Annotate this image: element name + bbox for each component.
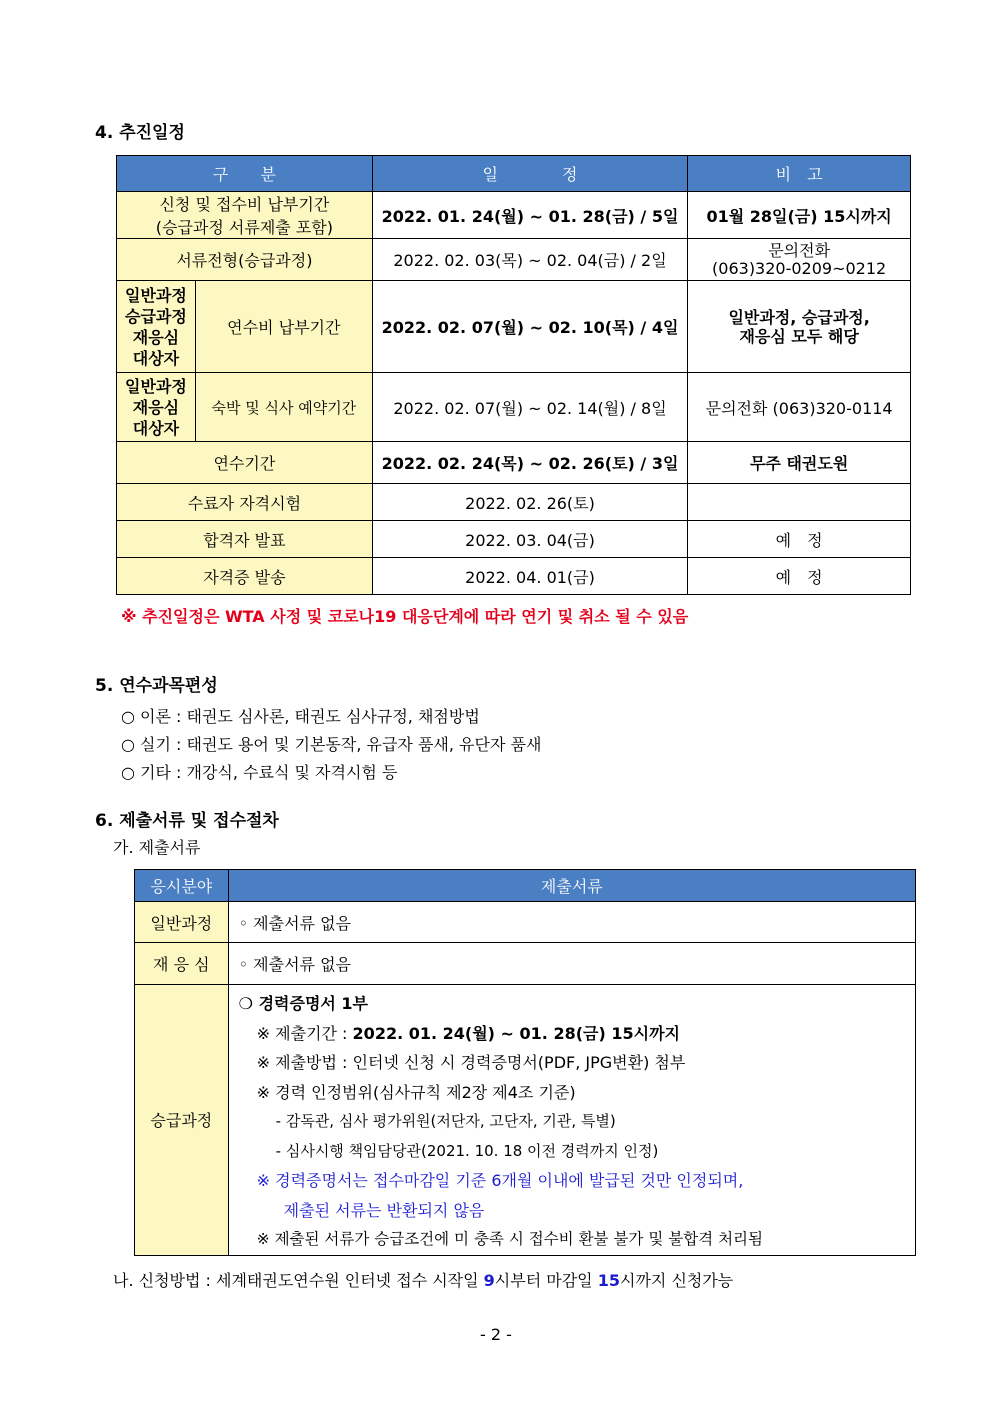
- row-application-label: 신청 및 접수비 납부기간 (승급과정 서류제출 포함): [117, 192, 373, 239]
- row-screening-date: 2022. 02. 03(목) ~ 02. 04(금) / 2일: [372, 239, 687, 281]
- section5-title: 5. 연수과목편성: [95, 676, 218, 696]
- header-schedule: 일 정: [372, 156, 687, 192]
- row-fee-label: 연수비 납부기간: [195, 281, 372, 373]
- row-training-label: 연수기간: [117, 442, 373, 484]
- row-lodging-date: 2022. 02. 07(월) ~ 02. 14(월) / 8일: [372, 373, 687, 442]
- page-number: - 2 -: [480, 1325, 512, 1344]
- section4-title: 4. 추진일정: [95, 123, 185, 143]
- row-screening-note: 문의전화 (063)320-0209~0212: [688, 239, 911, 281]
- subject-item-theory: ○ 이론 : 태권도 심사론, 태권도 심사규정, 채점방법: [121, 707, 480, 726]
- subject-item-other: ○ 기타 : 개강식, 수료식 및 자격시험 등: [121, 763, 398, 782]
- subject-item-practice: ○ 실기 : 태권도 용어 및 기본동작, 유급자 품새, 유단자 품새: [121, 735, 542, 754]
- row-lodging-group: 일반과정 재응심 대상자: [117, 373, 196, 442]
- row-training-note: 무주 태권도원: [688, 442, 911, 484]
- documents-table: [134, 869, 916, 1256]
- row-application-note: 01월 28일(금) 15시까지: [688, 192, 911, 239]
- row-certificate-label: 자격증 발송: [117, 558, 373, 595]
- row-exam-note: [688, 484, 911, 521]
- row-lodging-note: 문의전화 (063)320-0114: [688, 373, 911, 442]
- row-application-date: 2022. 01. 24(월) ~ 01. 28(금) / 5일: [372, 192, 687, 239]
- header-documents: 제출서류: [228, 870, 915, 902]
- schedule-table: [116, 155, 911, 595]
- row-exam-label: 수료자 자격시험: [117, 484, 373, 521]
- header-note: 비 고: [688, 156, 911, 192]
- row-training-date: 2022. 02. 24(목) ~ 02. 26(토) / 3일: [372, 442, 687, 484]
- header-field: 응시분야: [135, 870, 229, 902]
- retake-label: 재 응 심: [135, 943, 229, 985]
- general-label: 일반과정: [135, 902, 229, 943]
- row-lodging-label: 숙박 및 식사 예약기간: [195, 373, 372, 442]
- row-certificate-date: 2022. 04. 01(금): [372, 558, 687, 595]
- documents-subtitle: 가. 제출서류: [113, 838, 201, 857]
- row-fee-date: 2022. 02. 07(월) ~ 02. 10(목) / 4일: [372, 281, 687, 373]
- promotion-label: 승급과정: [135, 985, 229, 1256]
- row-fee-note: 일반과정, 승급과정, 재응심 모두 해당: [688, 281, 911, 373]
- retake-docs: ◦ 제출서류 없음: [228, 943, 915, 985]
- row-announce-date: 2022. 03. 04(금): [372, 521, 687, 558]
- header-category: 구 분: [117, 156, 373, 192]
- row-exam-date: 2022. 02. 26(토): [372, 484, 687, 521]
- promotion-docs: ❍ 경력증명서 1부 ※ 제출기간 : 2022. 01. 24(월) ~ 01. 28(금) 15시까지 ※ 제출방법 : 인터넷 신청 시 경력증명서(PDF, JPG변환) 첨부 ※ 경력 인정범위(심사규칙 제2장 제4조 기준) - 감독관, 심사 평가위원(저단자, 고단자, 기관, 특별) - 심사시행 책임담당관(2021. 10. 18 이전 경력까지 인정) ※ 경력증명서는 접수마감일 기준 6개월 이내에 발급된 것만 인정되며, 제출된 서류는 반환되지 않음 ※ 제출된 서류가 승급조건에 미 충족 시 접수비 환불 불가 및 불합격 처리됨: [228, 985, 915, 1256]
- row-screening-label: 서류전형(승급과정): [117, 239, 373, 281]
- section6-title: 6. 제출서류 및 접수절차: [95, 811, 279, 831]
- application-method: 나. 신청방법 : 세계태권도연수원 인터넷 접수 시작일 9시부터 마감일 15시까지 신청가능: [113, 1271, 734, 1290]
- row-fee-group: 일반과정 승급과정 재응심 대상자: [117, 281, 196, 373]
- row-announce-label: 합격자 발표: [117, 521, 373, 558]
- general-docs: ◦ 제출서류 없음: [228, 902, 915, 943]
- row-certificate-note: 예 정: [688, 558, 911, 595]
- row-announce-note: 예 정: [688, 521, 911, 558]
- schedule-notice: ※ 추진일정은 WTA 사정 및 코로나19 대응단계에 따라 연기 및 취소 될 수 있음: [121, 607, 689, 626]
